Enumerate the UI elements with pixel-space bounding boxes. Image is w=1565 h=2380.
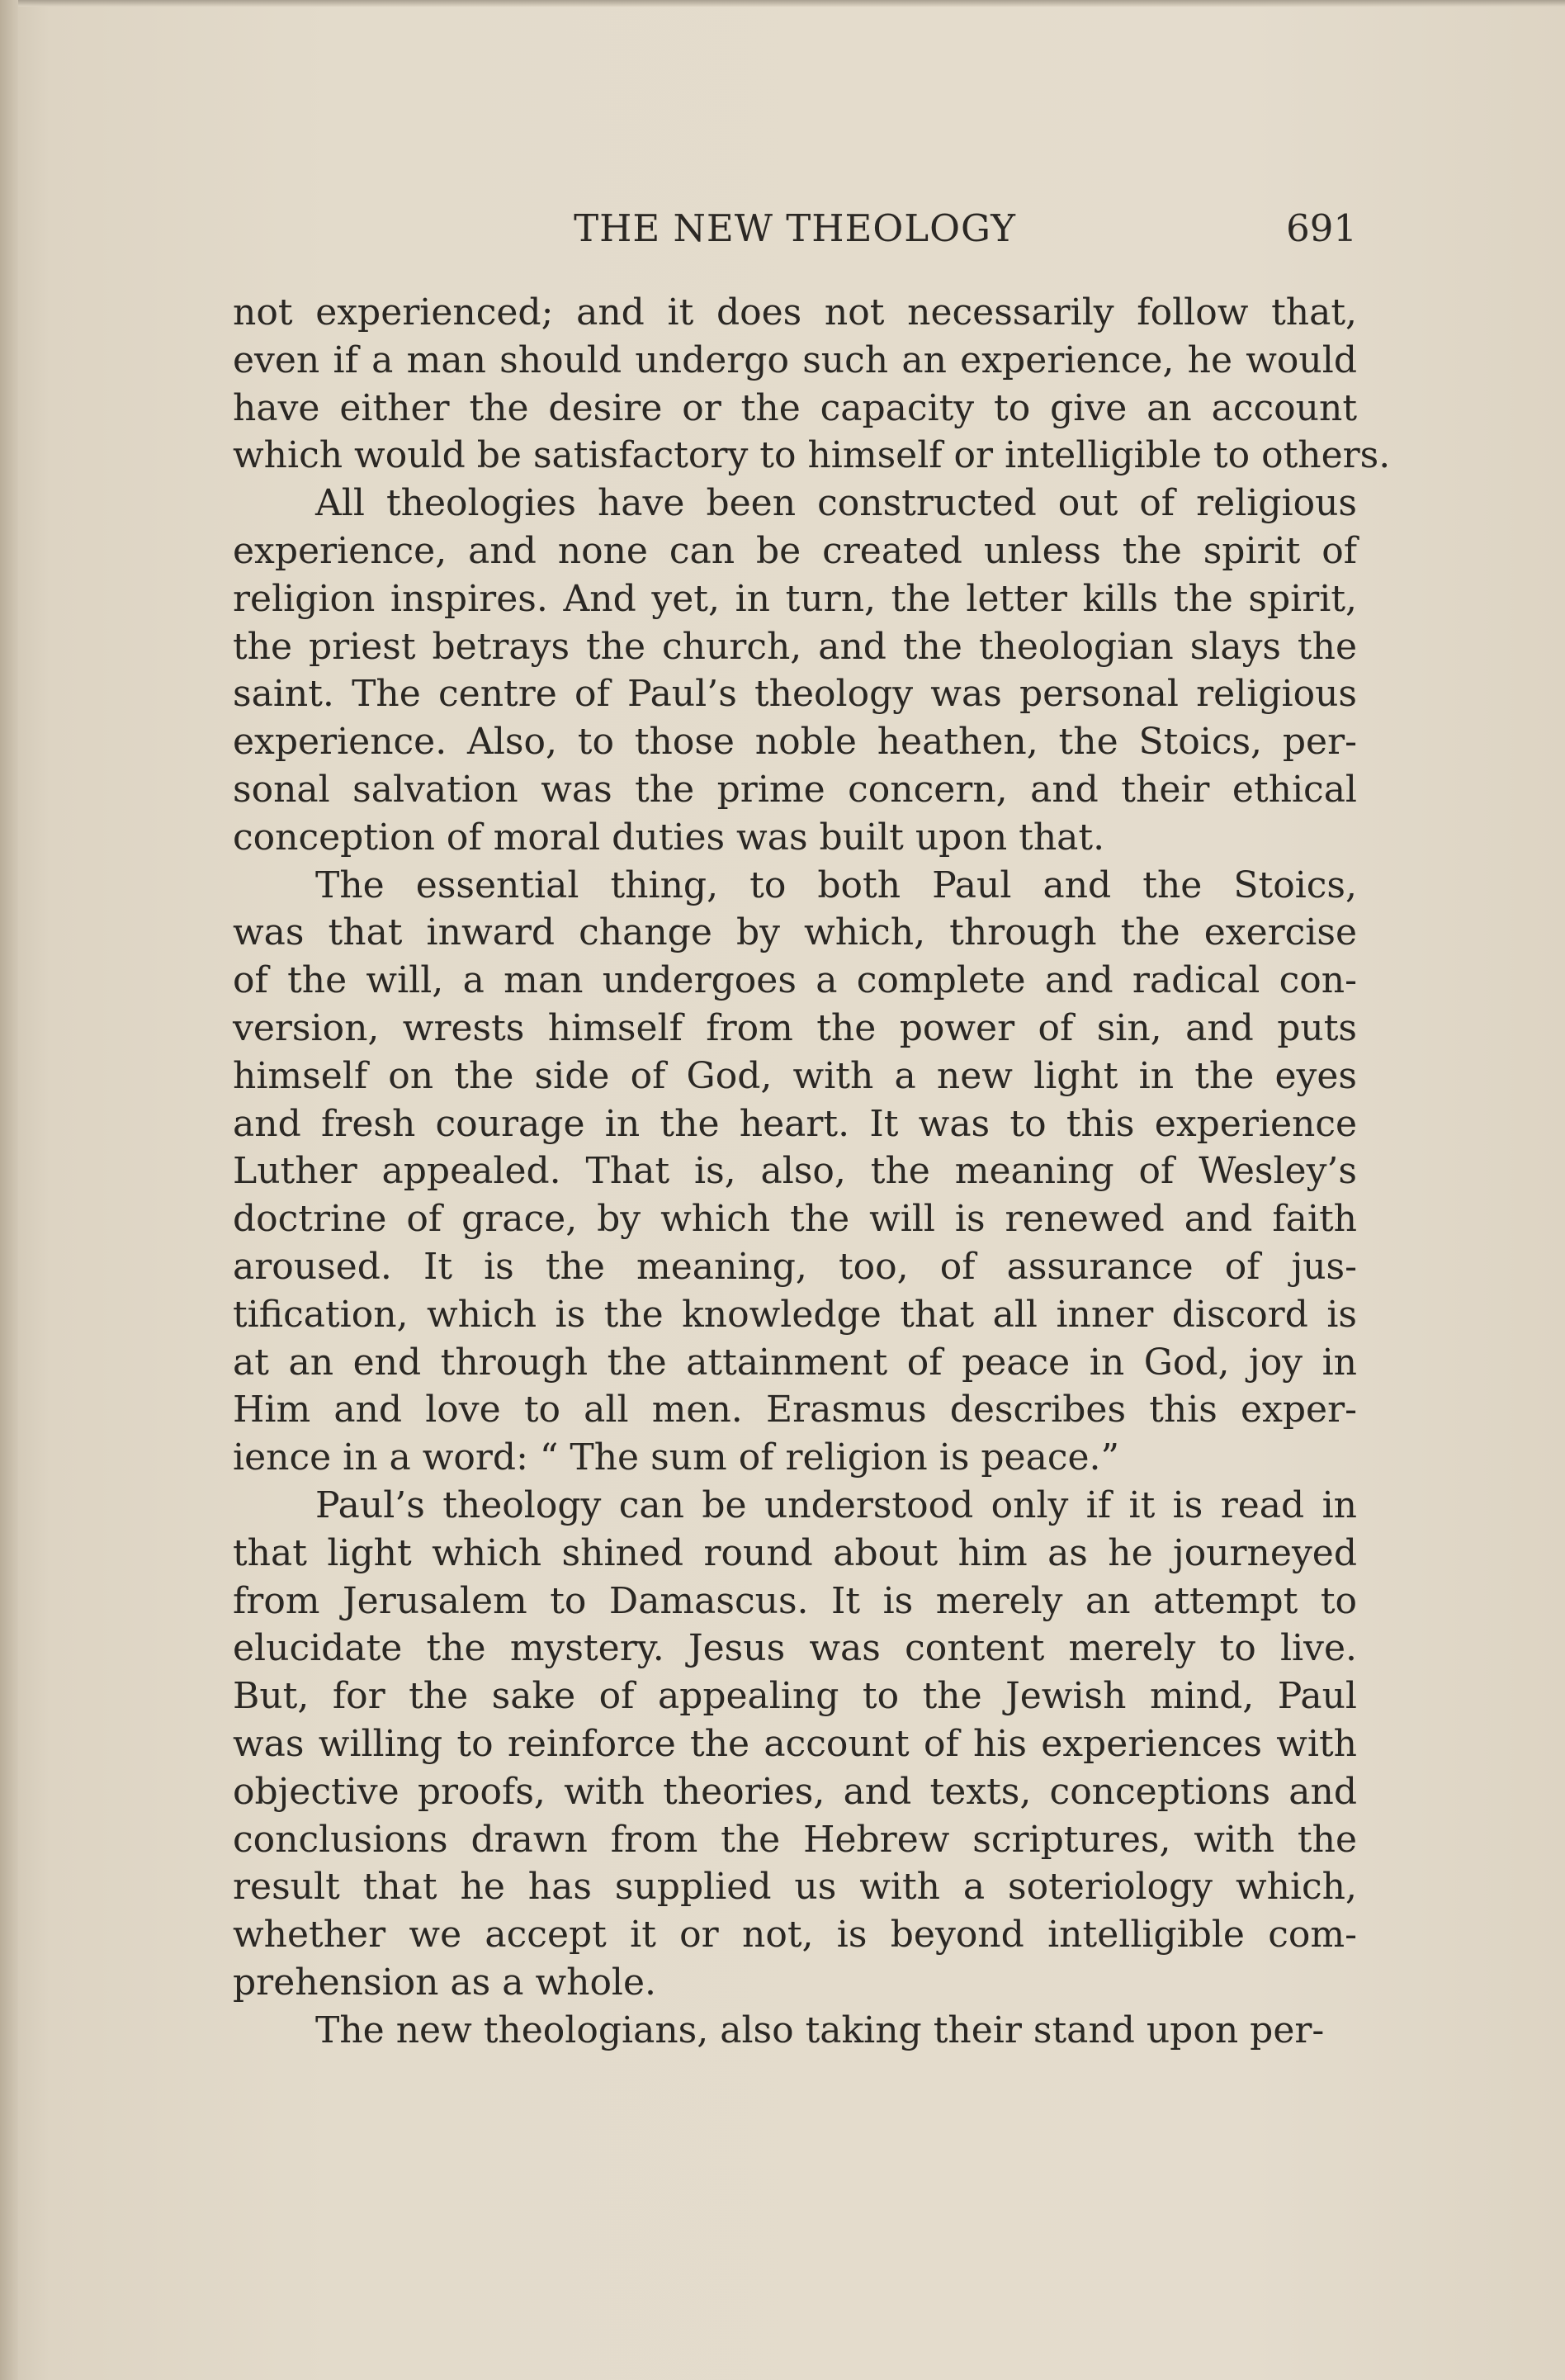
body-text [233, 289, 1391, 2054]
text-line: at an end through the attainment of peace in God, joy in [233, 1341, 1357, 1384]
text-line: prehension as a whole. [233, 1961, 657, 2004]
text-line: doctrine of grace, by which the will is renewed and faith [233, 1198, 1357, 1241]
running-head [233, 206, 1357, 264]
text-line: sonal salvation was the prime concern, and their ethical [233, 768, 1357, 811]
text-line: experience. Also, to those noble heathen, the Stoics, per- [233, 721, 1357, 764]
paragraph [233, 2007, 1357, 2055]
page-top-edge [0, 0, 1565, 7]
text-line: version, wrests himself from the power of sin, and puts [233, 1006, 1357, 1049]
text-line: the priest betrays the church, and the theologian slays the [233, 625, 1357, 668]
paragraph [233, 289, 1391, 480]
paragraph [233, 480, 1357, 861]
running-head-title: THE NEW THEOLOGY [574, 206, 1016, 250]
text-line: Luther appealed. That is, also, the meaning of Wesley’s [233, 1150, 1357, 1193]
text-line: which would be satisfactory to himself or intelligible to others. [233, 434, 1391, 477]
text-line: saint. The centre of Paul’s theology was personal religious [233, 673, 1357, 716]
text-line: experience, and none can be created unless the spirit of [233, 529, 1357, 572]
text-line: from Jerusalem to Damascus. It is merely an attempt to [233, 1579, 1357, 1622]
text-line: ience in a word: “ The sum of religion is peace.” [233, 1436, 1119, 1479]
text-line: was willing to reinforce the account of his experiences with [233, 1722, 1357, 1765]
text-line: But, for the sake of appealing to the Jewish mind, Paul [233, 1675, 1357, 1718]
text-line: not experienced; and it does not necessarily follow that, [233, 291, 1357, 334]
text-line: was that inward change by which, through the exercise [233, 911, 1357, 954]
text-line: result that he has supplied us with a soteriology which, [233, 1866, 1357, 1909]
text-line: have either the desire or the capacity to give an account [233, 386, 1357, 429]
paragraph [233, 1482, 1357, 2007]
text-line: religion inspires. And yet, in turn, the letter kills the spirit, [233, 577, 1357, 620]
paragraph [233, 862, 1357, 1482]
text-line: and fresh courage in the heart. It was to this experience [233, 1102, 1357, 1145]
text-line: All theologies have been constructed out of religious [315, 482, 1357, 525]
text-line: Paul’s theology can be understood only if it is read in [315, 1483, 1357, 1526]
text-line: even if a man should undergo such an experience, he would [233, 338, 1357, 381]
text-line: aroused. It is the meaning, too, of assurance of jus- [233, 1245, 1357, 1288]
text-line: Him and love to all men. Erasmus describes this exper- [233, 1389, 1357, 1431]
text-line: The essential thing, to both Paul and the Stoics, [315, 864, 1357, 906]
text-line: conception of moral duties was built upon that. [233, 816, 1105, 859]
text-line: of the will, a man undergoes a complete and radical con- [233, 959, 1357, 1002]
page-binding-edge [0, 0, 18, 2380]
page-number: 691 [1286, 206, 1357, 250]
text-line: that light which shined round about him as he journeyed [233, 1531, 1357, 1574]
text-line: conclusions drawn from the Hebrew scriptures, with the [233, 1818, 1357, 1861]
text-line: whether we accept it or not, is beyond intelligible com- [233, 1914, 1357, 1957]
text-line: The new theologians, also taking their stand upon per- [315, 2009, 1325, 2051]
text-line: objective proofs, with theories, and texts, conceptions and [233, 1770, 1357, 1813]
text-line: himself on the side of God, with a new light in the eyes [233, 1054, 1357, 1097]
text-line: tification, which is the knowledge that all inner discord is [233, 1293, 1357, 1336]
text-line: elucidate the mystery. Jesus was content merely to live. [233, 1627, 1357, 1670]
